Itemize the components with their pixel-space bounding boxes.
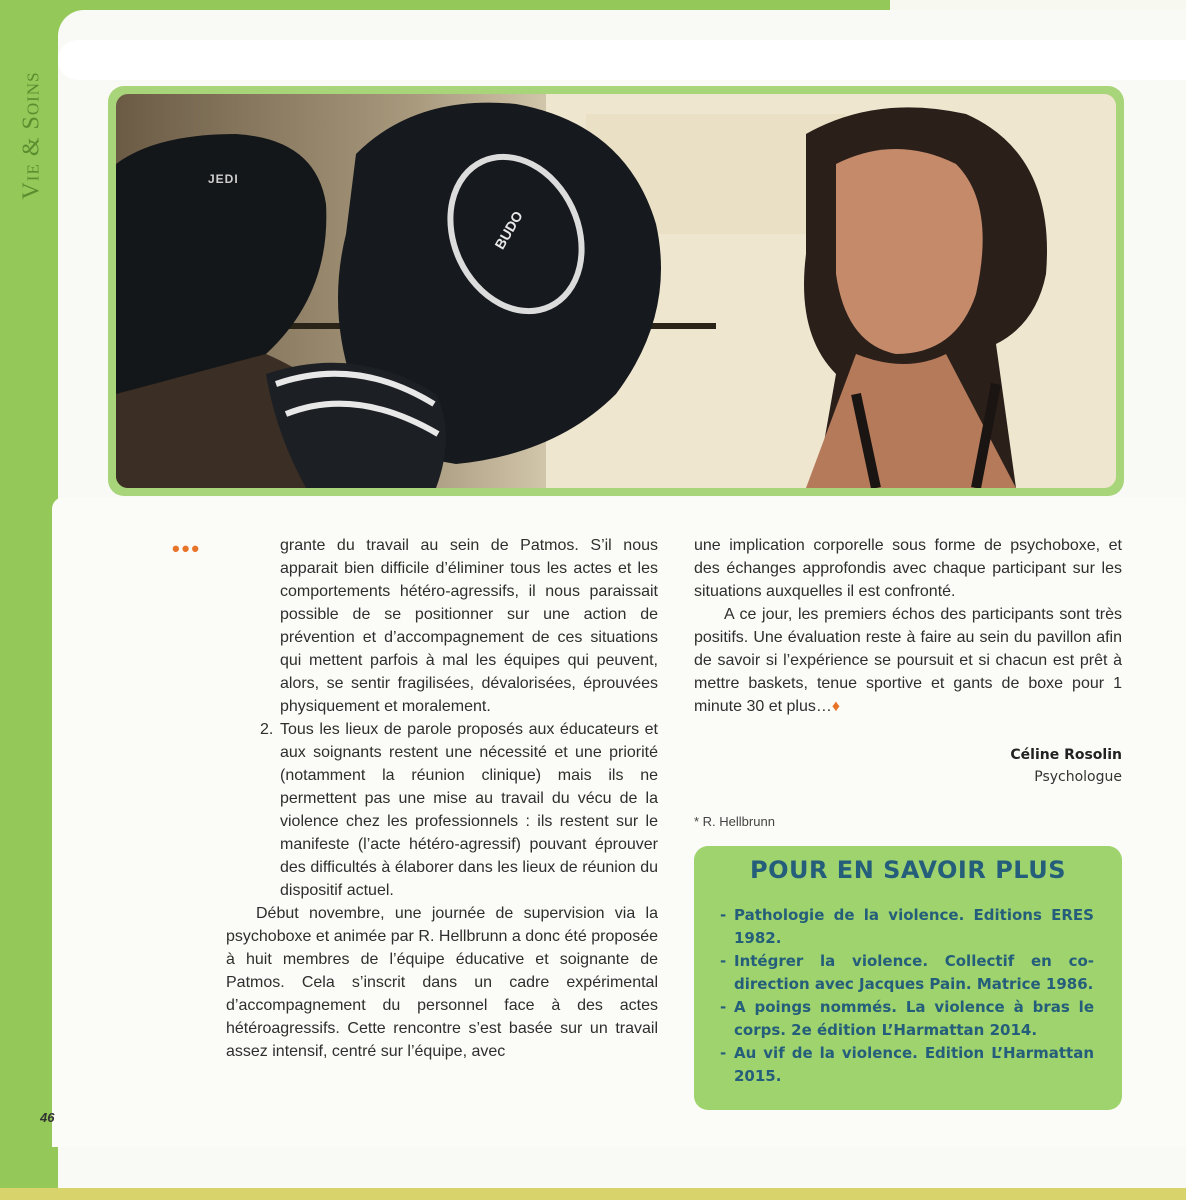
glove-brand-label-1: JEDI [208, 172, 239, 186]
left-para-1: grante du travail au sein de Patmos. S’il nous apparait bien difficile d’éliminer tous les actes et les comportements hétéro-agressifs, il nous paraissait possible de se positionner sur une action de prévention et d’accompagnement de ces situations qui mettent parfois à mal les équipes qui peuvent, alors, se sentir fragilisées, dévalorisées, éprouvées physiquement et moralement. [280, 537, 658, 715]
savoir-plus-list [718, 904, 1094, 1088]
list-item-2 [226, 718, 658, 902]
end-diamond-icon: ♦ [831, 698, 841, 715]
continuation-mark: ••• [172, 536, 202, 561]
author-signature [694, 744, 1122, 788]
list-item-2-number: 2. [260, 721, 274, 738]
right-para-1: une implication corporelle sous forme de psychoboxe, et des échanges approfondis avec chaque participant sur les situations auxquelles il est confronté. [694, 537, 1122, 600]
glove-brand-label-2: BUDO [491, 208, 526, 252]
left-para-3: Début novembre, une journée de supervision via la psychoboxe et animée par R. Hellbrunn a donc été proposée à huit membres de l’équipe éducative et soignante de Patmos. Cela s’inscrit dans un cadre expérimental d’accompagnement du personnel face à des actes hétéroagressifs. Cette rencontre s’est basée sur un travail assez intensif, centré sur l’équipe, avec [226, 905, 658, 1060]
page-number: 46 [40, 1110, 55, 1125]
article-right-column [694, 534, 1122, 718]
section-label-text: Vie & Soins [18, 70, 45, 200]
author-role: Psychologue [1034, 769, 1122, 785]
footnote: * R. Hellbrunn [694, 814, 775, 829]
savoir-plus-item: - A poings nommés. La violence à bras le corps. 2e édition L’Harmattan 2014. [718, 996, 1094, 1042]
author-name: Céline Rosolin [1010, 747, 1122, 763]
savoir-plus-item: - Au vif de la violence. Edition L’Harmattan 2015. [718, 1042, 1094, 1088]
woman-face [836, 149, 983, 354]
section-label [12, 40, 52, 230]
savoir-plus-item: - Pathologie de la violence. Editions ERES 1982. [718, 904, 1094, 950]
boxing-photo-icon [116, 94, 1116, 488]
savoir-plus-title: POUR EN SAVOIR PLUS [749, 856, 1066, 884]
header-bar [58, 40, 1186, 80]
boxing-photo [116, 94, 1116, 488]
bottom-strip [0, 1188, 1186, 1200]
article-left-column [226, 534, 658, 1063]
right-para-2 [694, 603, 1122, 718]
right-para-2-text: A ce jour, les premiers échos des participants sont très positifs. Une évaluation reste à faire au sein du pavillon afin de savoir si l’expérience se poursuit et si chacun est prêt à mettre baskets, tenue sportive et gants de boxe pour 1 minute 30 et plus… [694, 606, 1122, 715]
savoir-plus-item: - Intégrer la violence. Collectif en co-direction avec Jacques Pain. Matrice 1986. [718, 950, 1094, 996]
list-item-2-text: Tous les lieux de parole proposés aux éducateurs et aux soignants restent une nécessité et une priorité (notamment la réunion clinique) mais ils ne permettent pas une mise au travail du vécu de la violence chez les professionnels : ils restent sur le manifeste (l’acte hétéro-agressif) pouvant éprouver des difficultés à élaborer dans les lieux de réunion du dispositif actuel. [280, 721, 658, 899]
